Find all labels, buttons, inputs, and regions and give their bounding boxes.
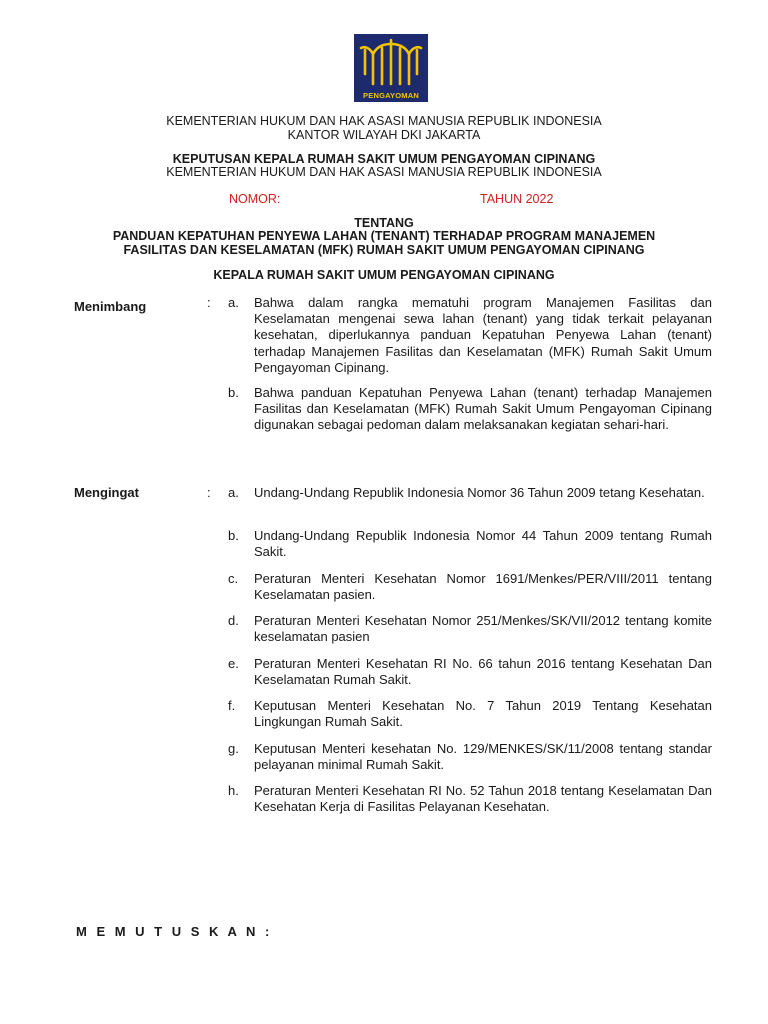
nomor-label: NOMOR:: [229, 192, 281, 206]
item-text: Peraturan Menteri Kesehatan Nomor 251/Menkes/SK/VII/2012 tentang komite keselamatan pasien: [254, 613, 712, 645]
item-letter: b.: [228, 528, 239, 543]
item-text: Keputusan Menteri Kesehatan No. 7 Tahun 2019 Tentang Kesehatan Lingkungan Rumah Sakit.: [254, 698, 712, 730]
item-letter: b.: [228, 385, 239, 400]
mengingat-item: [228, 656, 712, 688]
mengingat-item: [228, 528, 712, 560]
item-letter: a.: [228, 485, 239, 500]
mengingat-item: [228, 698, 712, 730]
mengingat-item: [228, 571, 712, 603]
item-letter: g.: [228, 741, 239, 756]
memutuskan-heading: M E M U T U S K A N :: [76, 924, 273, 939]
kepala-heading: KEPALA RUMAH SAKIT UMUM PENGAYOMAN CIPINANG: [213, 268, 555, 282]
item-text: Peraturan Menteri Kesehatan RI No. 52 Tahun 2018 tentang Keselamatan Dan Kesehatan Kerja di Fasilitas Pelayanan Kesehatan.: [254, 783, 712, 815]
decree-subtitle: KEMENTERIAN HUKUM DAN HAK ASASI MANUSIA REPUBLIK INDONESIA: [166, 165, 602, 179]
item-letter: c.: [228, 571, 239, 586]
mengingat-label: Mengingat: [74, 485, 139, 500]
panduan-title-line2: FASILITAS DAN KESELAMATAN (MFK) RUMAH SAKIT UMUM PENGAYOMAN CIPINANG: [123, 243, 645, 257]
tahun-label: TAHUN 2022: [480, 192, 554, 206]
decree-title: KEPUTUSAN KEPALA RUMAH SAKIT UMUM PENGAYOMAN CIPINANG: [172, 152, 596, 166]
item-text: Keputusan Menteri kesehatan No. 129/MENKES/SK/11/2008 tentang standar pelayanan minimal Rumah Sakit.: [254, 741, 712, 773]
item-letter: f.: [228, 698, 236, 713]
menimbang-label: Menimbang: [74, 299, 147, 314]
pengayoman-logo: [354, 34, 428, 102]
item-letter: a.: [228, 295, 239, 310]
mengingat-item: [228, 613, 712, 645]
regional-office-line: KANTOR WILAYAH DKI JAKARTA: [287, 128, 481, 142]
tentang-heading: TENTANG: [354, 216, 414, 230]
item-text: Peraturan Menteri Kesehatan RI No. 66 tahun 2016 tentang Kesehatan Dan Keselamatan Rumah Sakit.: [254, 656, 712, 688]
banyan-tree-icon: [354, 34, 428, 92]
logo-text: PENGAYOMAN: [363, 91, 419, 100]
menimbang-colon: :: [207, 295, 211, 310]
panduan-title-line1: PANDUAN KEPATUHAN PENYEWA LAHAN (TENANT) TERHADAP PROGRAM MANAJEMEN: [112, 229, 656, 243]
mengingat-item: [228, 783, 712, 815]
item-text: Bahwa dalam rangka mematuhi program Manajemen Fasilitas dan Keselamatan mengenai sewa lahan (tenant) yang tidak terkait pelayanan kesehatan, diperlukannya panduan Kepatuhan Penyewa Lahan (tenant) terhadap Manajemen Fasilitas dan Keselamatan (MFK) Rumah Sakit Umum Pengayoman Cipinang.: [254, 295, 712, 375]
item-letter: h.: [228, 783, 239, 798]
menimbang-item: [228, 385, 712, 434]
ministry-line: KEMENTERIAN HUKUM DAN HAK ASASI MANUSIA REPUBLIK INDONESIA: [166, 114, 602, 128]
mengingat-colon: :: [207, 485, 211, 500]
item-text: Undang-Undang Republik Indonesia Nomor 44 Tahun 2009 tentang Rumah Sakit.: [254, 528, 712, 560]
item-text: Bahwa panduan Kepatuhan Penyewa Lahan (tenant) terhadap Manajemen Fasilitas dan Keselamatan (MFK) Rumah Sakit Umum Pengayoman Cipinang digunakan sebagai pedoman dalam melaksanakan kegiatan sehari-hari.: [254, 385, 712, 433]
menimbang-item: [228, 295, 712, 376]
item-letter: d.: [228, 613, 239, 628]
item-text: Undang-Undang Republik Indonesia Nomor 36 Tahun 2009 tetang Kesehatan.: [254, 485, 705, 500]
mengingat-item: [228, 485, 712, 501]
item-text: Peraturan Menteri Kesehatan Nomor 1691/Menkes/PER/VIII/2011 tentang Keselamatan pasien.: [254, 571, 712, 603]
item-letter: e.: [228, 656, 239, 671]
mengingat-item: [228, 741, 712, 773]
